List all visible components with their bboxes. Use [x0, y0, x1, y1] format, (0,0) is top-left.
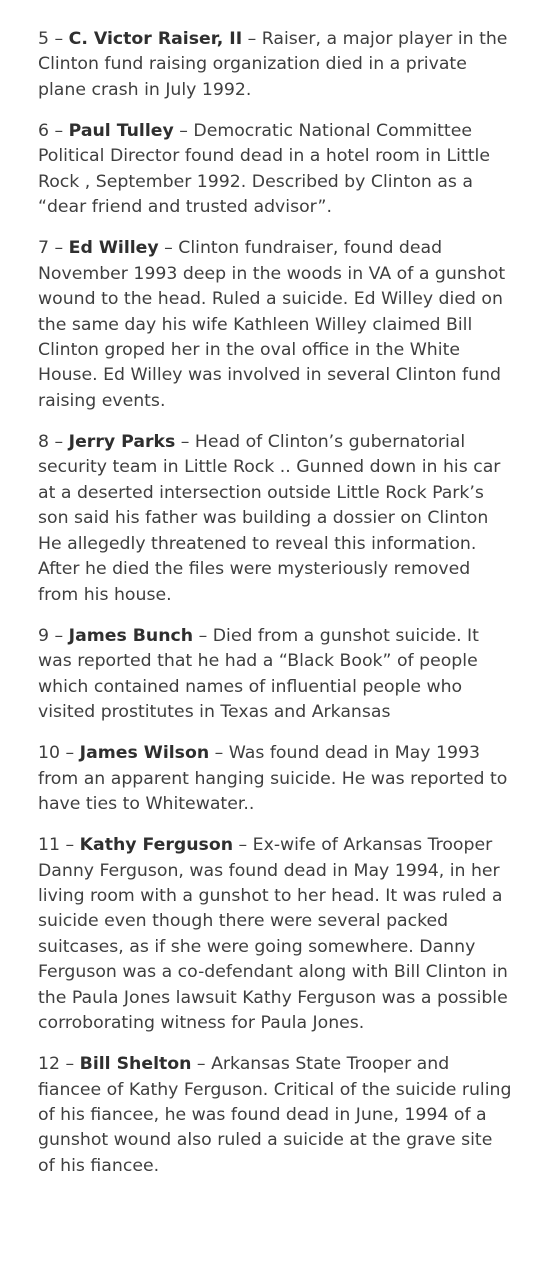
entry-name: James Bunch — [68, 625, 194, 646]
entry-name: Jerry Parks — [68, 432, 176, 453]
entry-description: Head of Clinton’s gubernatorial security team in Little Rock .. Gunned down in his car at a deserted intersection outside Little Rock Park’s son said his father was building a dossier on Clinton He allegedly threatened to reveal this information. After he died the files were mysteriously removed from his house. — [38, 432, 501, 605]
entry-name: Kathy Ferguson — [79, 835, 234, 856]
entry-name: Ed Willey — [68, 238, 159, 259]
entry-number: 6 — [38, 121, 49, 142]
entry-number: 5 — [38, 29, 49, 49]
entry-number: 11 — [38, 835, 60, 856]
list-item: 6 – Paul Tulley – Democratic National Committee Political Director found dead in a hotel room in Little Rock , September 1992. Described by Clinton as a “dear friend and trusted advisor”. — [38, 121, 490, 218]
entry-description: Was found dead in May 1993 from an apparent hanging suicide. He was reported to have ties to Whitewater.. — [38, 743, 508, 814]
list-item: 8 – Jerry Parks – Head of Clinton’s gubernatorial security team in Little Rock .. Gunned down in his car at a deserted intersection outside Little Rock Park’s son said his father was building a dossier on Clinton He allegedly threatened to reveal this information. After he died the files were mysteriously removed from his house. — [38, 432, 501, 605]
entry-number: 9 — [38, 625, 49, 646]
entry-name: C. Victor Raiser, II — [68, 29, 243, 49]
entry-name: Bill Shelton — [79, 1054, 192, 1075]
entry-name: James Wilson — [79, 743, 210, 764]
entry-description: Arkansas State Trooper and fiancee of Kathy Ferguson. Critical of the suicide ruling of his fiancee, he was found dead in June, 1994 of a gunshot wound also ruled a suicide at the grave site of his fiancee. — [38, 1054, 512, 1176]
entry-number: 7 — [38, 238, 49, 259]
entry-description: Democratic National Committee Political Director found dead in a hotel room in Little Rock , September 1992. Described by Clinton as a “dear friend and trusted advisor”. — [38, 121, 490, 218]
entry-description: Raiser, a major player in the Clinton fund raising organization died in a private plane crash in July 1992. — [38, 29, 508, 100]
entry-number: 12 — [38, 1054, 60, 1075]
list-item: 5 – C. Victor Raiser, II – Raiser, a major player in the Clinton fund raising organization died in a private plane crash in July 1992. — [38, 29, 508, 100]
entry-description: Clinton fundraiser, found dead November 1993 deep in the woods in VA of a gunshot wound to the head. Ruled a suicide. Ed Willey died on the same day his wife Kathleen Willey claimed Bill Clinton groped her in the oval office in the White House. Ed Willey was involved in several Clinton fund raising events. — [38, 238, 506, 411]
list-item: 7 – Ed Willey – Clinton fundraiser, found dead November 1993 deep in the woods in VA of a gunshot wound to the head. Ruled a suicide. Ed Willey died on the same day his wife Kathleen Willey claimed Bill Clinton groped her in the oval office in the White House. Ed Willey was involved in several Clinton fund raising events. — [38, 238, 506, 411]
entry-description: Ex-wife of Arkansas Trooper Danny Ferguson, was found dead in May 1994, in her living room with a gunshot to her head. It was ruled a suicide even though there were several packed suitcases, as if she were going somewhere. Danny Ferguson was a co-defendant along with Bill Clinton in the Paula Jones lawsuit Kathy Ferguson was a possible corroborating witness for Paula Jones. — [38, 835, 508, 1033]
article-body — [38, 27, 512, 1195]
list-item: 12 – Bill Shelton – Arkansas State Trooper and fiancee of Kathy Ferguson. Critical of the suicide ruling of his fiancee, he was found dead in June, 1994 of a gunshot wound also ruled a suicide at the grave site of his fiancee. — [38, 1054, 512, 1176]
list-item: 9 – James Bunch – Died from a gunshot suicide. It was reported that he had a “Black Book” of people which contained names of influential people who visited prostitutes in Texas and Arkansas — [38, 625, 479, 722]
list-item: 10 – James Wilson – Was found dead in May 1993 from an apparent hanging suicide. He was reported to have ties to Whitewater.. — [38, 743, 508, 814]
entry-number: 8 — [38, 432, 49, 453]
list-item: 11 – Kathy Ferguson – Ex-wife of Arkansas Trooper Danny Ferguson, was found dead in May 1994, in her living room with a gunshot to her head. It was ruled a suicide even though there were several packed suitcases, as if she were going somewhere. Danny Ferguson was a co-defendant along with Bill Clinton in the Paula Jones lawsuit Kathy Ferguson was a possible corroborating witness for Paula Jones. — [38, 835, 508, 1033]
entry-number: 10 — [38, 743, 60, 764]
entry-description: Died from a gunshot suicide. It was reported that he had a “Black Book” of people which contained names of influential people who visited prostitutes in Texas and Arkansas — [38, 625, 479, 722]
entry-name: Paul Tulley — [68, 121, 174, 142]
